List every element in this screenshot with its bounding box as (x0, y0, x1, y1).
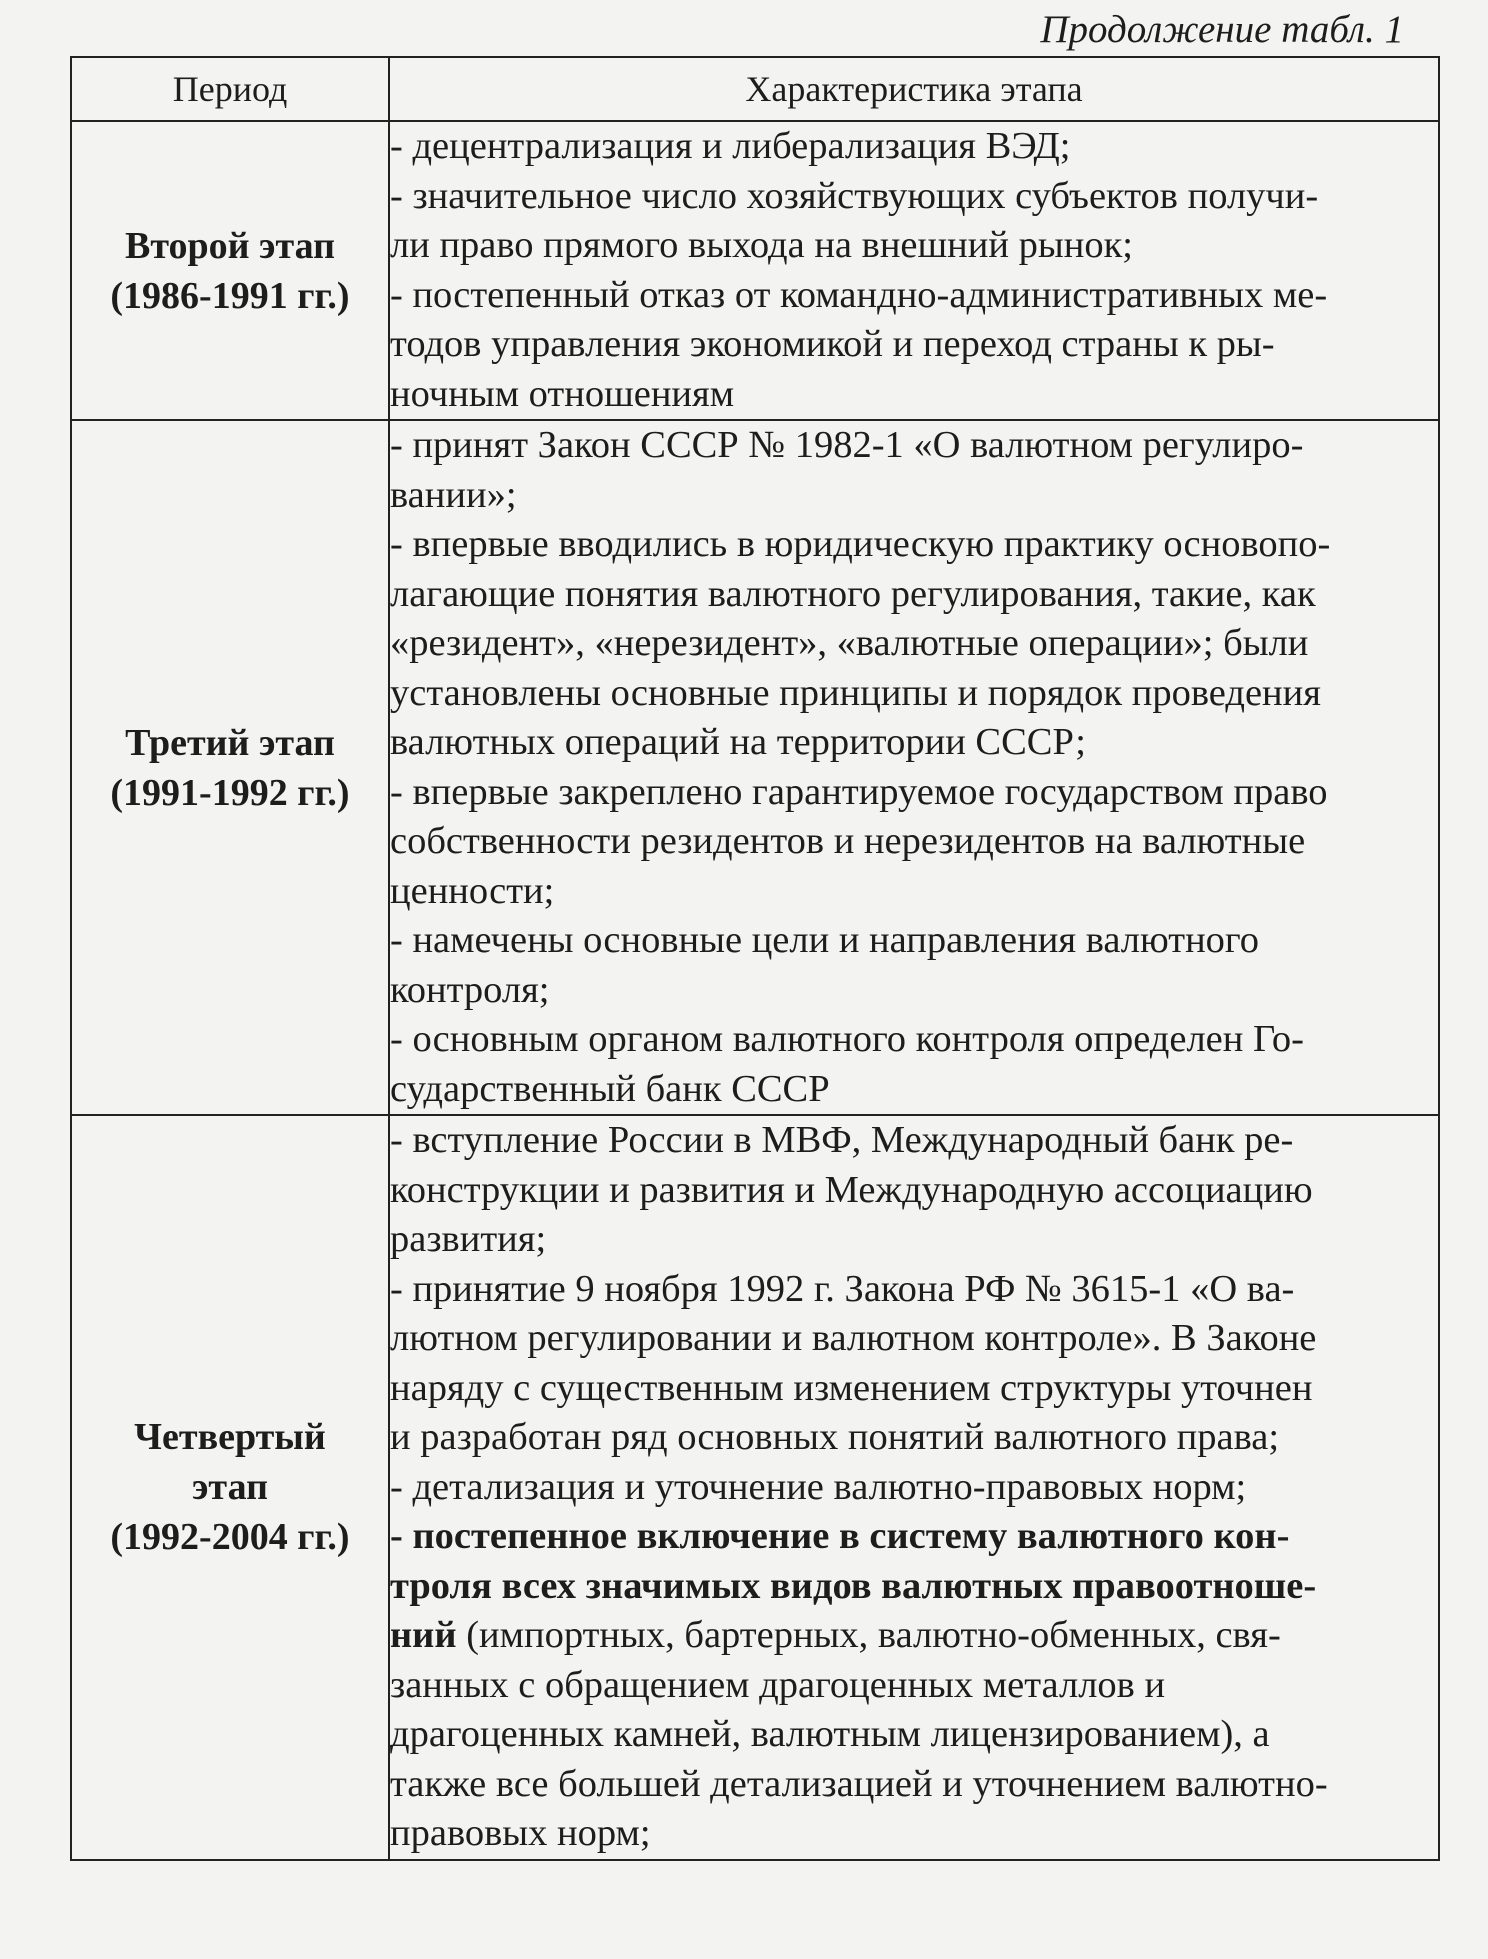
description-line: - принят Закон СССР № 1982-1 «О валютном регулиро- (390, 424, 1304, 466)
description-line: конструкции и развития и Международную ассоциацию (390, 1168, 1313, 1211)
description-cell (389, 420, 1439, 1115)
description-line: ли право прямого выхода на внешний рынок; (390, 224, 1133, 266)
description-line-mixed (390, 1611, 1438, 1661)
description-line: развития; (390, 1218, 547, 1260)
description-line: правовых норм; (390, 1812, 651, 1854)
description-line: - децентрализация и либерализация ВЭД; (390, 125, 1071, 167)
description-line: тодов управления экономикой и переход страны к ры- (390, 323, 1275, 365)
description-line: контроля; (390, 968, 550, 1011)
description-line: также все большей детализацией и уточнением валютно- (390, 1762, 1328, 1805)
description-line: - значительное число хозяйствующих субъектов получи- (390, 174, 1319, 217)
description-line: - постепенный отказ от командно-административных ме- (390, 273, 1328, 316)
description-line: - впервые вводились в юридическую практику основопо- (390, 523, 1331, 565)
description-line: - вступление России в МВФ, Международный банк ре- (390, 1119, 1294, 1161)
description-line: лагающие понятия валютного регулирования, такие, как (390, 572, 1316, 615)
description-cell (389, 121, 1439, 420)
description-line: - впервые закреплено гарантируемое государством право (390, 770, 1328, 813)
description-line-bold: троля всех значимых видов валютных правоотноше- (390, 1564, 1317, 1607)
description-line: драгоценных камней, валютным лицензированием), а (390, 1713, 1270, 1755)
description-line: занных с обращением драгоценных металлов и (390, 1663, 1166, 1706)
description-line: - детализация и уточнение валютно-правовых норм; (390, 1465, 1247, 1508)
period-name: Четвертый (134, 1416, 326, 1459)
description-cell (389, 1115, 1439, 1860)
description-line: - принятие 9 ноября 1992 г. Закона РФ № 3615-1 «О ва- (390, 1267, 1295, 1310)
period-cell (71, 1115, 389, 1860)
description-line: валютных операций на территории СССР; (390, 721, 1087, 763)
table-row (71, 121, 1439, 420)
period-name: Третий этап (125, 721, 335, 764)
description-line: сударственный банк СССР (390, 1067, 830, 1110)
description-line: и разработан ряд основных понятий валютного права; (390, 1416, 1280, 1458)
table-header-row (71, 57, 1439, 121)
table-continuation-caption: Продолжение табл. 1 (1040, 8, 1404, 51)
description-line: наряду с существенным изменением структуры уточнен (390, 1366, 1313, 1409)
stages-table (70, 56, 1440, 1861)
header-period: Период (71, 57, 389, 121)
description-line: ценности; (390, 869, 555, 912)
description-line: - намечены основные цели и направления валютного (390, 919, 1260, 961)
description-line: ночным отношениям (390, 372, 735, 415)
period-years: (1986-1991 гг.) (110, 274, 350, 317)
description-line: - основным органом валютного контроля определен Го- (390, 1018, 1304, 1060)
period-years: (1991-1992 гг.) (110, 771, 350, 814)
table-row (71, 420, 1439, 1115)
period-cell (71, 420, 389, 1115)
period-name: Второй этап (125, 224, 335, 267)
description-line: установлены основные принципы и порядок проведения (390, 671, 1321, 714)
regular-fragment: (импортных, бартерных, валютно-обменных, свя- (456, 1614, 1281, 1656)
table-row (71, 1115, 1439, 1860)
period-name-cont: этап (192, 1466, 268, 1509)
period-years: (1992-2004 гг.) (110, 1516, 350, 1559)
period-cell (71, 121, 389, 420)
description-line: вании»; (390, 473, 517, 516)
description-line: собственности резидентов и нерезидентов на валютные (390, 820, 1306, 862)
description-line: лютном регулировании и валютном контроле». В Законе (390, 1317, 1317, 1359)
description-line: «резидент», «нерезидент», «валютные операции»; были (390, 622, 1309, 664)
bold-fragment: ний (390, 1614, 457, 1656)
description-line-bold: - постепенное включение в систему валютного кон- (390, 1515, 1290, 1557)
header-description: Характеристика этапа (389, 57, 1439, 121)
